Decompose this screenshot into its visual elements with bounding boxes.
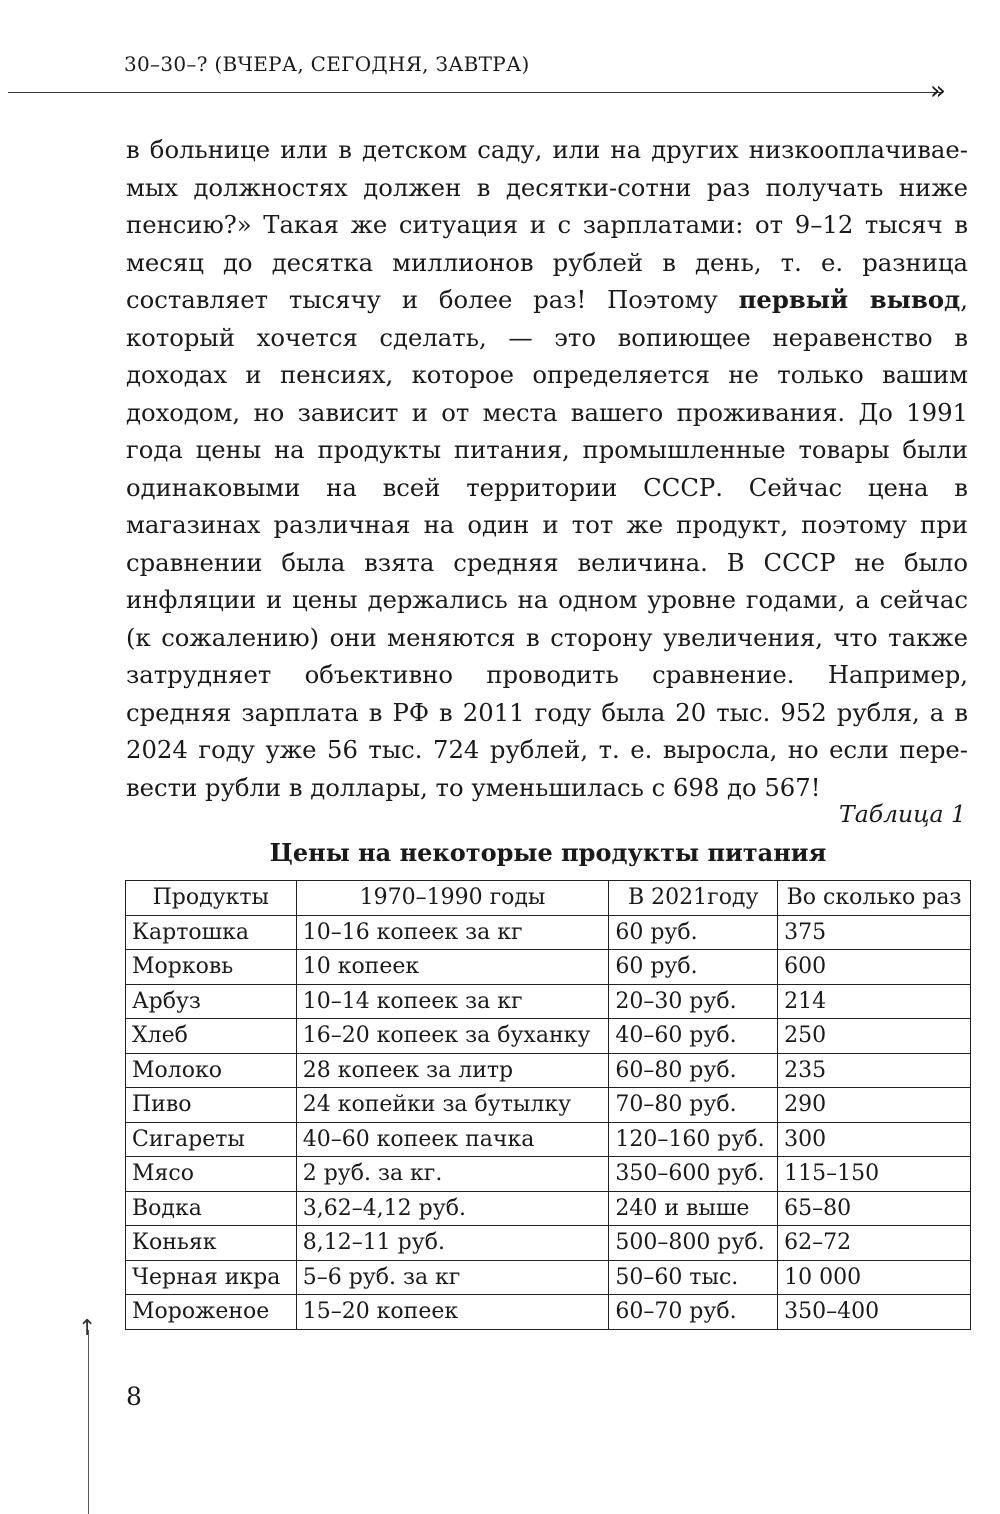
cell-ratio: 300 xyxy=(778,1122,971,1157)
cell-old-price: 24 копейки за бутылку xyxy=(296,1088,609,1123)
cell-new-price: 350–600 руб. xyxy=(609,1157,778,1192)
cell-new-price: 50–60 тыс. xyxy=(609,1260,778,1295)
body-text-part-2: , который хочется сделать, — это вопиющее неравенство в доходах и пенсиях, которое определяется не только вашим доходом, но зависит и от места вашего проживания. До 1991 года цены на продукты питания, промышленные товары были одинаковыми на всей территории СССР. Сейчас цена в магазинах различная на один и тот же продукт, поэтому при сравнении была взята средняя величина. В СССР не было инфляции и цены держались на одном уровне годами, а сейчас (к сожалению) они меняются в сторону увеличения, что также затрудняет объективно проводить сравнение. Например, средняя зарплата в РФ в 2011 году была 20 тыс. 952 рубля, а в 2024 году уже 56 тыс. 724 рублей, т. е. выросла, но если перевести рубли в доллары, то уменьшилась с 698 до 567! xyxy=(126,285,968,802)
cell-new-price: 70–80 руб. xyxy=(609,1088,778,1123)
cell-ratio: 235 xyxy=(778,1053,971,1088)
table-row xyxy=(126,915,971,950)
cell-new-price: 240 и выше xyxy=(609,1191,778,1226)
cell-new-price: 40–60 руб. xyxy=(609,1019,778,1054)
margin-rule xyxy=(88,1330,89,1514)
header-cell-ratio: Во сколько раз xyxy=(778,881,971,916)
body-text-part-1: в больнице или в детском саду, или на других низкооплачиваемых должностях должен в десятки-сотни раз получать ниже пенсию?» Такая же ситуация и с зарплатами: от 9–12 тысяч в месяц до десятка миллионов рублей в день, т. е. разница составляет тысячу и более раз! Поэтому xyxy=(126,135,968,314)
cell-ratio: 62–72 xyxy=(778,1226,971,1261)
table-row xyxy=(126,1226,971,1261)
cell-old-price: 3,62–4,12 руб. xyxy=(296,1191,609,1226)
table-number: Таблица 1 xyxy=(839,800,966,828)
running-header: 30–30–? (ВЧЕРА, СЕГОДНЯ, ЗАВТРА) xyxy=(124,52,530,76)
cell-product: Мороженое xyxy=(126,1295,297,1330)
cell-product: Сигареты xyxy=(126,1122,297,1157)
cell-new-price: 60 руб. xyxy=(609,915,778,950)
arrow-up-icon: ↑ xyxy=(78,1316,97,1341)
cell-product: Морковь xyxy=(126,950,297,985)
cell-old-price: 15–20 копеек xyxy=(296,1295,609,1330)
cell-ratio: 115–150 xyxy=(778,1157,971,1192)
cell-product: Хлеб xyxy=(126,1019,297,1054)
double-chevron-right-icon: » xyxy=(930,76,946,106)
cell-ratio: 350–400 xyxy=(778,1295,971,1330)
cell-old-price: 10 копеек xyxy=(296,950,609,985)
cell-new-price: 60–70 руб. xyxy=(609,1295,778,1330)
cell-old-price: 16–20 копеек за буханку xyxy=(296,1019,609,1054)
cell-product: Черная икра xyxy=(126,1260,297,1295)
table-row xyxy=(126,1019,971,1054)
cell-product: Водка xyxy=(126,1191,297,1226)
body-paragraph xyxy=(126,131,968,806)
table-row xyxy=(126,1260,971,1295)
table-row xyxy=(126,1053,971,1088)
cell-new-price: 500–800 руб. xyxy=(609,1226,778,1261)
cell-new-price: 120–160 руб. xyxy=(609,1122,778,1157)
header-cell-1970-1990: 1970–1990 годы xyxy=(296,881,609,916)
table-row xyxy=(126,950,971,985)
table-row xyxy=(126,1295,971,1330)
cell-old-price: 2 руб. за кг. xyxy=(296,1157,609,1192)
table-row xyxy=(126,984,971,1019)
page-number: 8 xyxy=(126,1382,142,1411)
cell-ratio: 10 000 xyxy=(778,1260,971,1295)
cell-new-price: 60–80 руб. xyxy=(609,1053,778,1088)
cell-product: Картошка xyxy=(126,915,297,950)
cell-ratio: 600 xyxy=(778,950,971,985)
cell-new-price: 20–30 руб. xyxy=(609,984,778,1019)
cell-product: Пиво xyxy=(126,1088,297,1123)
table-header-row xyxy=(126,881,971,916)
header-rule xyxy=(8,92,943,93)
cell-ratio: 250 xyxy=(778,1019,971,1054)
header-cell-products: Продукты xyxy=(126,881,297,916)
cell-ratio: 214 xyxy=(778,984,971,1019)
cell-old-price: 10–16 копеек за кг xyxy=(296,915,609,950)
cell-old-price: 28 копеек за литр xyxy=(296,1053,609,1088)
header-cell-2021: В 2021году xyxy=(609,881,778,916)
body-text-bold: первый вывод xyxy=(738,285,961,314)
cell-product: Коньяк xyxy=(126,1226,297,1261)
table-row xyxy=(126,1157,971,1192)
cell-old-price: 5–6 руб. за кг xyxy=(296,1260,609,1295)
table-row xyxy=(126,1122,971,1157)
cell-old-price: 8,12–11 руб. xyxy=(296,1226,609,1261)
cell-old-price: 40–60 копеек пачка xyxy=(296,1122,609,1157)
cell-product: Мясо xyxy=(126,1157,297,1192)
cell-ratio: 375 xyxy=(778,915,971,950)
prices-table xyxy=(125,880,971,1330)
table-row xyxy=(126,1088,971,1123)
cell-old-price: 10–14 копеек за кг xyxy=(296,984,609,1019)
cell-ratio: 65–80 xyxy=(778,1191,971,1226)
cell-ratio: 290 xyxy=(778,1088,971,1123)
cell-new-price: 60 руб. xyxy=(609,950,778,985)
cell-product: Молоко xyxy=(126,1053,297,1088)
table-row xyxy=(126,1191,971,1226)
cell-product: Арбуз xyxy=(126,984,297,1019)
table-title: Цены на некоторые продукты питания xyxy=(269,838,827,867)
